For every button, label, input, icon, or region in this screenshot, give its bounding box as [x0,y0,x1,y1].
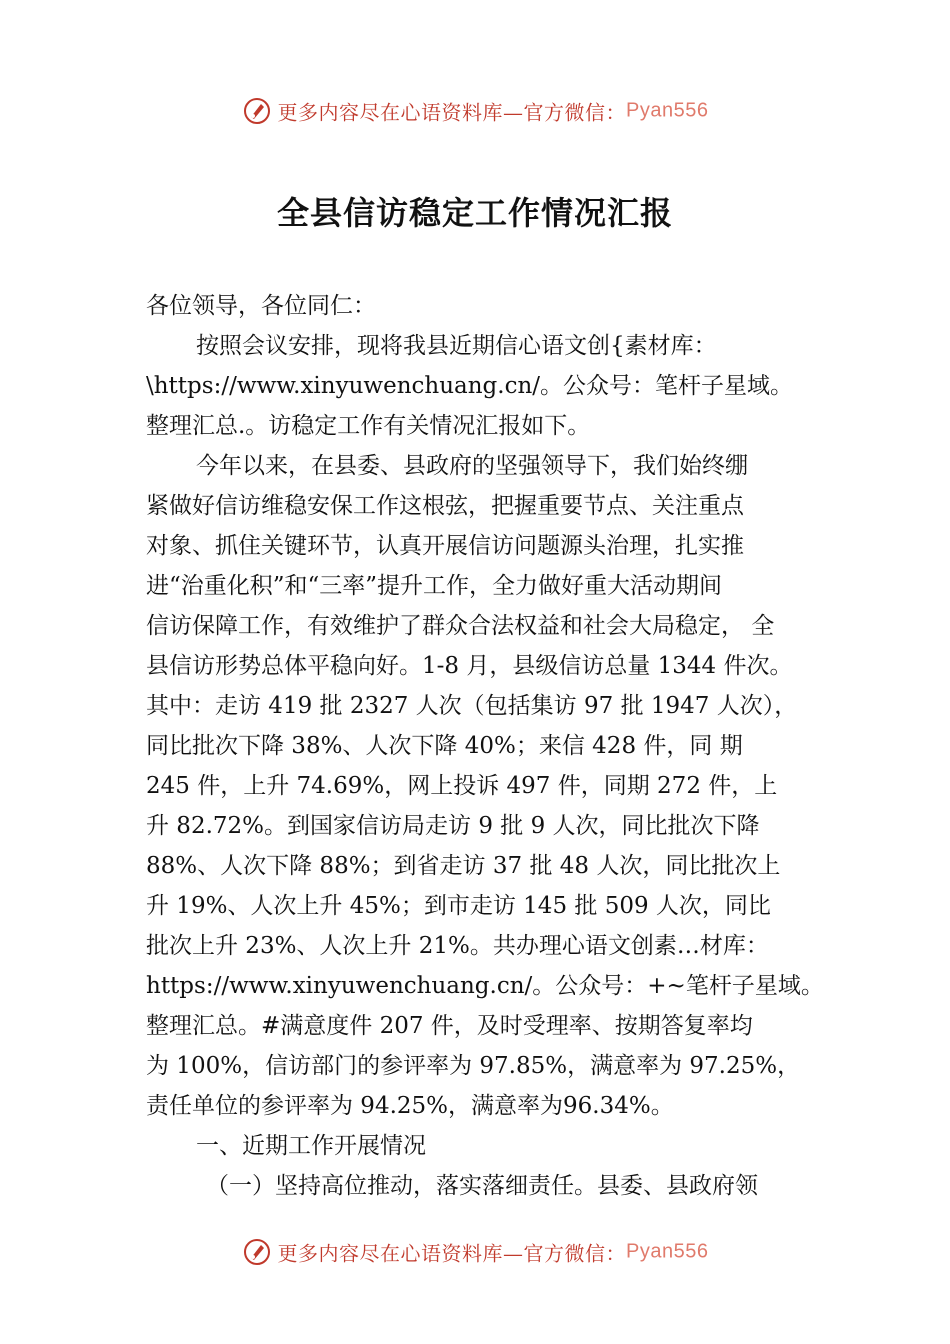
section-heading: 一、近期工作开展情况 [196,1133,426,1159]
document-body [146,286,846,1206]
watermark-wechat-id: Pyan556 [626,1240,709,1263]
salutation-line: 各位领导，各位同仁： [146,293,376,319]
pen-nib-logo-icon [242,96,272,126]
body-line: 对象、抓住关键环节，认真开展信访问题源头治理，扎实推 [146,533,744,559]
body-line: 同比批次下降 38%、人次下降 40%；来信 428 件，同 期 [146,733,743,759]
body-line: 整理汇总.。访稳定工作有关情况汇报如下。 [146,413,591,439]
body-line: 其中：走访 419 批 2327 人次（包括集访 97 批 1947 人次）， [146,693,798,719]
body-line: 今年以来，在县委、县政府的坚强领导下，我们始终绷 [196,453,748,479]
body-line: 升 19%、人次上升 45%；到市走访 145 批 509 人次，同比 [146,893,771,919]
body-line: 245 件，上升 74.69%，网上投诉 497 件，同期 272 件，上 [146,773,778,799]
watermark-text: 更多内容尽在心语资料库—官方微信： [277,1241,627,1266]
subsection-heading: （一）坚持高位推动，落实落细责任。县委、县政府领 [206,1173,758,1199]
document-title: 全县信访稳定工作情况汇报 [276,194,673,232]
body-line: 批次上升 23%、人次上升 21%。共办理心语文创素…材库： [146,933,769,959]
watermark-header [0,96,950,126]
body-line: https://www.xinyuwenchuang.cn/。公众号：+~笔杆子星域。 [146,973,824,999]
body-line: 按照会议安排，现将我县近期信心语文创{素材库： [196,333,717,359]
body-line: 信访保障工作，有效维护了群众合法权益和社会大局稳定， 全 [146,613,775,639]
body-line: 整理汇总。#满意度件 207 件，及时受理率、按期答复率均 [146,1013,753,1039]
watermark-footer [0,1237,950,1267]
body-line: 紧做好信访维稳安保工作这根弦，把握重要节点、关注重点 [146,493,744,519]
body-line: 为 100%，信访部门的参评率为 97.85%，满意率为 97.25%， [146,1053,801,1079]
watermark-wechat-id: Pyan556 [626,99,709,122]
body-line: 进“治重化积”和“三率”提升工作，全力做好重大活动期间 [146,573,723,599]
body-line: 88%、人次下降 88%；到省走访 37 批 48 人次，同比批次上 [146,853,781,879]
body-line: 升 82.72%。到国家信访局走访 9 批 9 人次，同比批次下降 [146,813,760,839]
body-line: \https://www.xinyuwenchuang.cn/。公众号：笔杆子星域。 [146,373,794,399]
body-line: 责任单位的参评率为 94.25%，满意率为96.34%。 [146,1093,674,1119]
body-line: 县信访形势总体平稳向好。1-8 月，县级信访总量 1344 件次。 [146,653,793,679]
pen-nib-logo-icon [242,1237,272,1267]
watermark-text: 更多内容尽在心语资料库—官方微信： [277,100,627,125]
